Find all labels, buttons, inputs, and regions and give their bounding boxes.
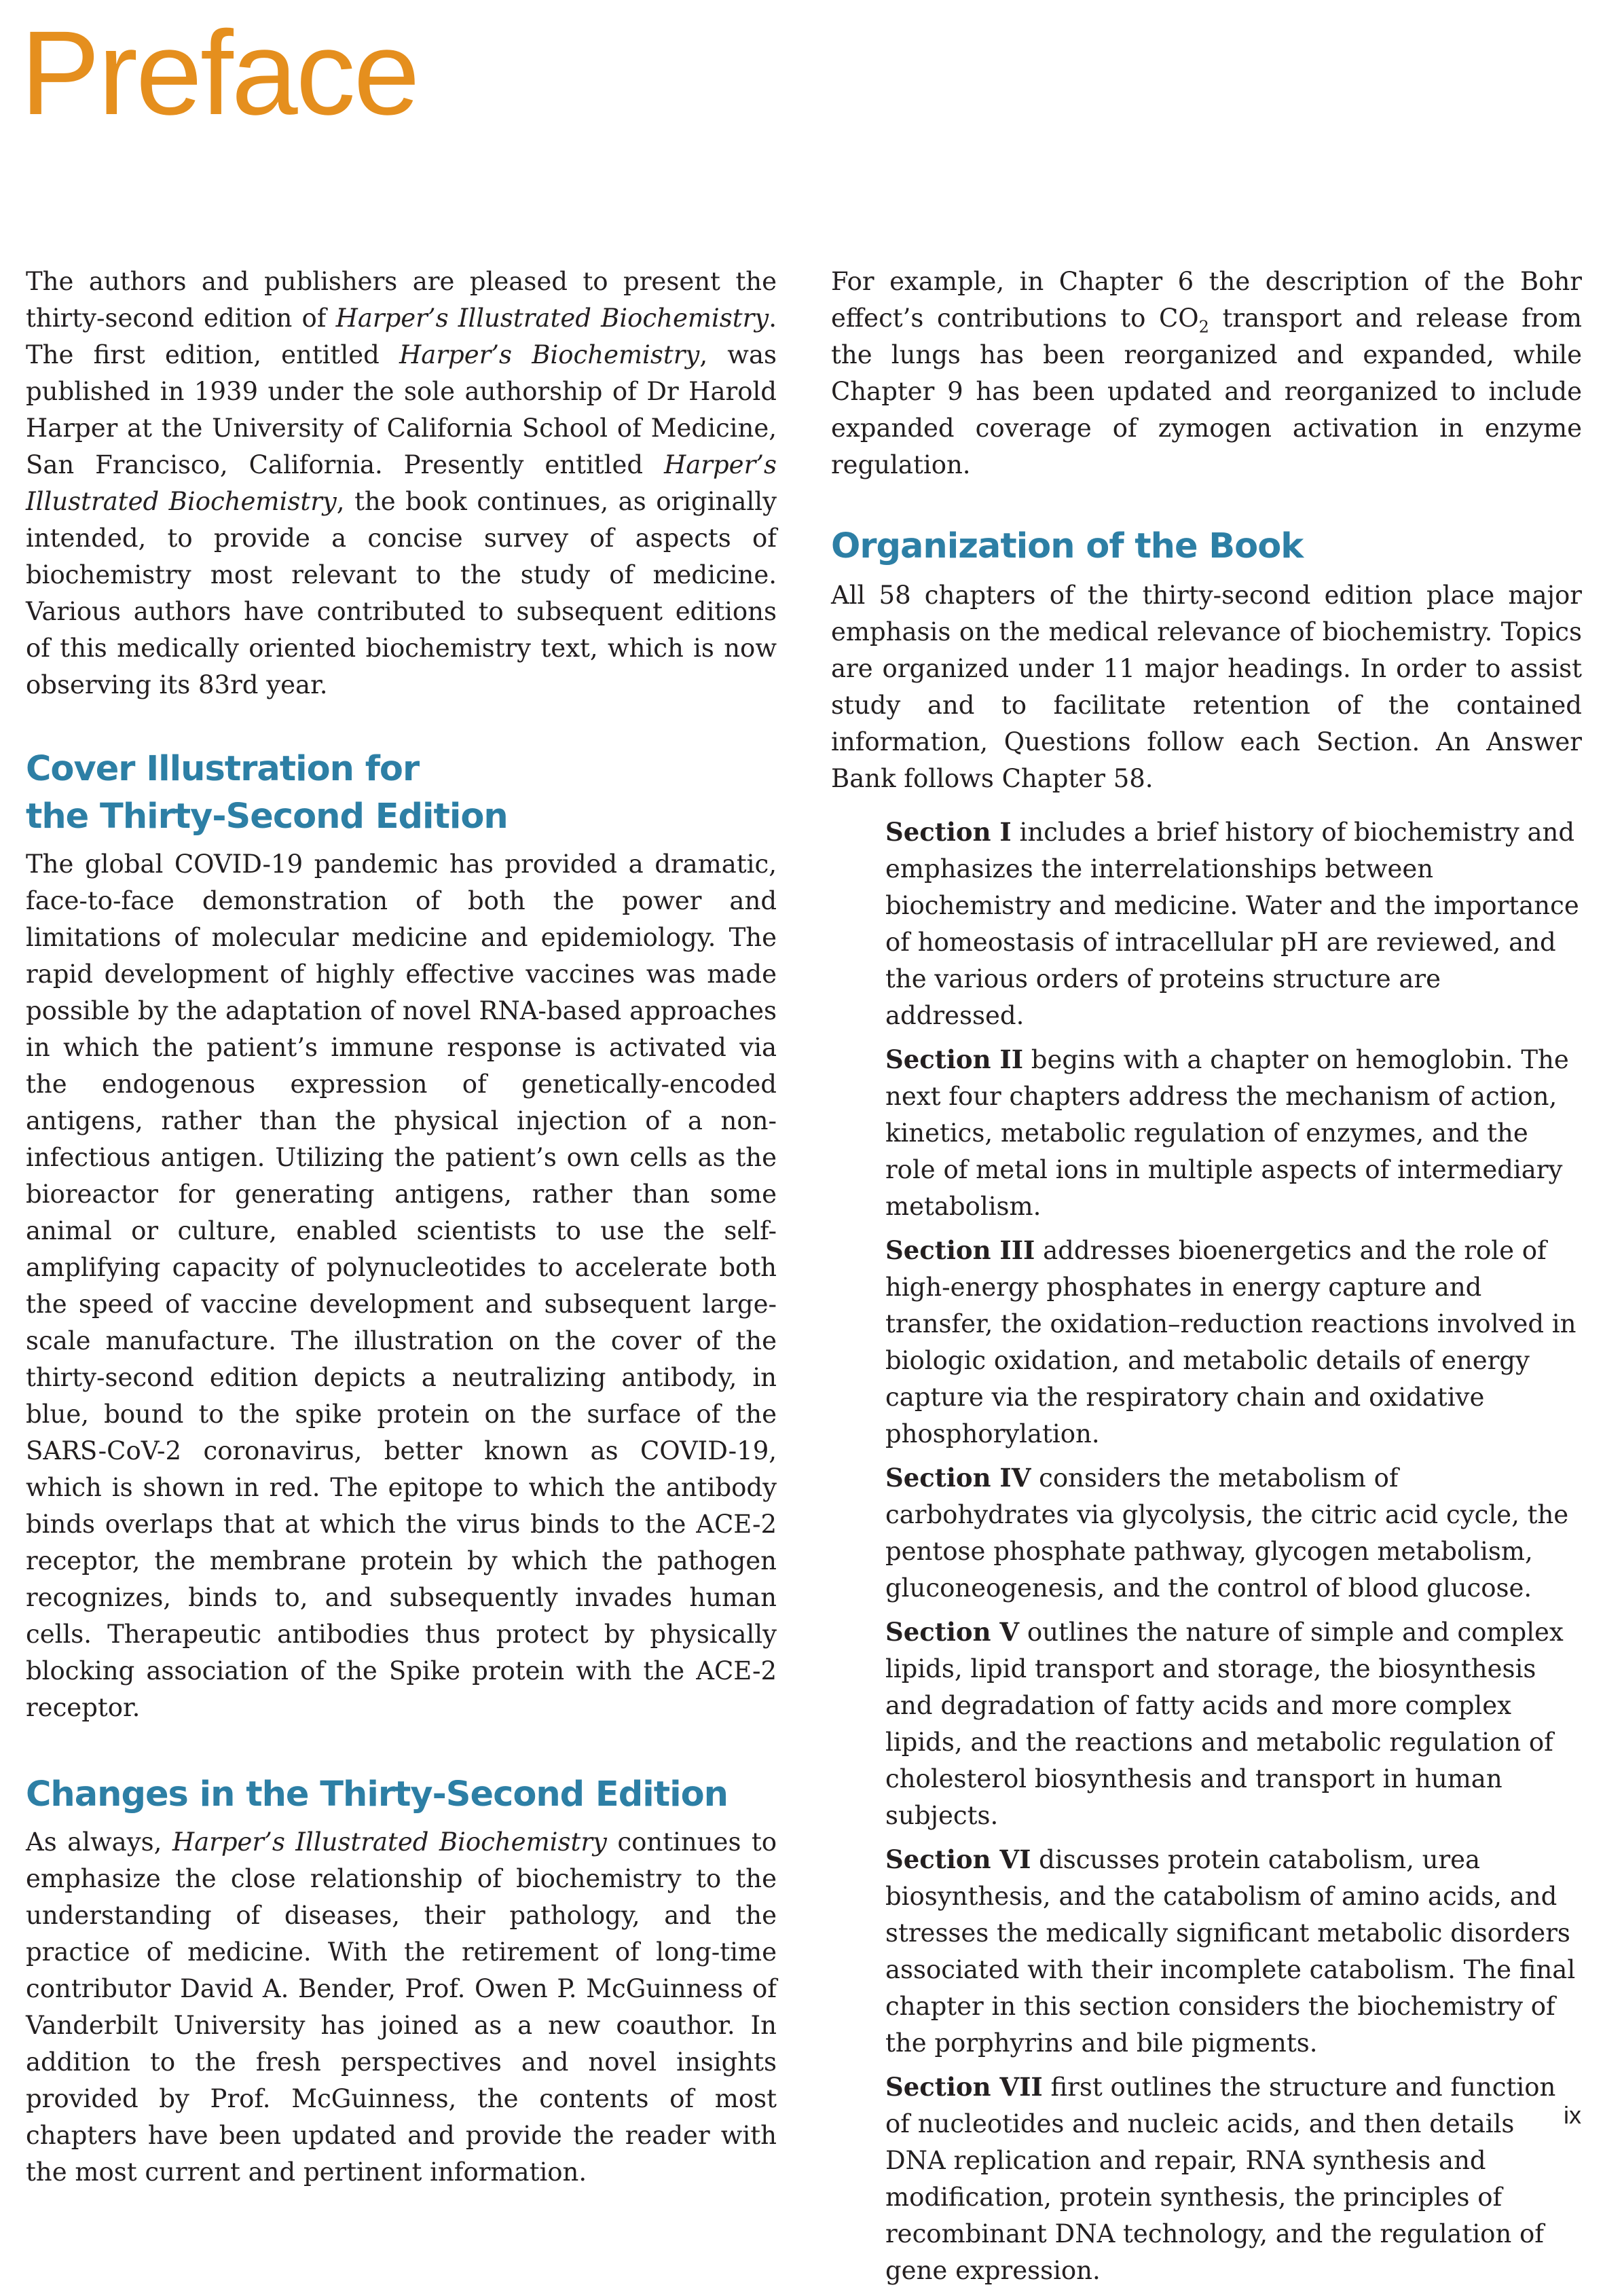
section-text: outlines the nature of simple and complex lipids, lipid transport and storage, the biosynthesis and degradation of fatty acids and more complex lipids, and the reactions and metabolic regulation of cholesterol biosynthesis and transport in human subjects. (885, 1618, 1564, 1830)
section-item (885, 1841, 1582, 2062)
section-item (885, 1614, 1582, 1834)
section-label: Section III (885, 1235, 1035, 1265)
section-text: addresses bioenergetics and the role of high-energy phosphates in energy capture and transfer, the oxidation–reduction reactions involved in biologic oxidation, and metabolic details of energy capture via the respiratory chain and oxidative phosphorylation. (885, 1236, 1577, 1448)
section-label: Section VII (885, 2072, 1043, 2102)
section-item (885, 1459, 1582, 1607)
left-column (26, 263, 777, 2191)
book-title: Harper’s Illustrated Biochemistry (335, 304, 769, 333)
intro-text-1: The authors and publishers are pleased to present the thirty-second edition of (26, 267, 777, 333)
intro-text-4: , the book continues, as originally intended, to provide a concise survey of aspects of biochemistry most relevant to the study of medicine. Various authors have contributed to subsequent editions of this medically oriented biochemistry text, which is now observing its 83rd year. (26, 487, 777, 699)
section-item (885, 1232, 1582, 1453)
changes-paragraph (26, 1824, 777, 2191)
page-number: ix (1564, 2101, 1581, 2129)
intro-text-2: . The first edition, entitled (26, 304, 777, 369)
section-list (831, 814, 1582, 2289)
section-item (885, 814, 1582, 1034)
cover-paragraph: The global COVID-19 pandemic has provided a dramatic, face-to-face demonstration of both the power and limitations of molecular medicine and epidemiology. The rapid development of highly effective vaccines was made possible by the adaptation of novel RNA-based approaches in which the patient’s immune response is activated via the endogenous expression of genetically-encoded antigens, rather than the physical injection of a non-infectious antigen. Utilizing the patient’s own cells as the bioreactor for generating antigens, rather than some animal or culture, enabled scientists to use the self-amplifying capacity of polynucleotides to accelerate both the speed of vaccine development and subsequent large-scale manufacture. The illustration on the cover of the thirty-second edition depicts a neutralizing antibody, in blue, bound to the spike protein on the surface of the SARS-CoV-2 coronavirus, better known as COVID-19, which is shown in red. The epitope to which the antibody binds overlaps that at which the virus binds to the ACE-2 receptor, the membrane protein by which the pathogen recognizes, binds to, and subsequently invades human cells. Therapeutic antibodies thus protect by physically blocking association of the Spike protein with the ACE-2 receptor. (26, 850, 777, 1722)
cover-heading-line-1: Cover Illustration for (26, 749, 420, 789)
cover-heading (26, 746, 777, 841)
section-item (885, 2069, 1582, 2289)
section-item (885, 1041, 1582, 1225)
section-label: Section VI (885, 1844, 1031, 1874)
section-text: considers the metabolism of carbohydrates via glycolysis, the citric acid cycle, the pentose phosphate pathway, glycogen metabolism, gluconeogenesis, and the control of blood glucose. (885, 1463, 1569, 1603)
subscript: 2 (1198, 317, 1209, 337)
section-text: first outlines the structure and function of nucleotides and nucleic acids, and then details DNA replication and repair, RNA synthesis and modification, protein synthesis, the principles of recombinant DNA technology, and the regulation of gene expression. (885, 2073, 1556, 2285)
organization-paragraph: All 58 chapters of the thirty-second edition place major emphasis on the medical relevance of biochemistry. Topics are organized under 11 major headings. In order to assist study and to facilitate retention of the contained information, Questions follow each Section. An Answer Bank follows Chapter 58. (831, 581, 1582, 793)
organization-heading: Organization of the Book (831, 526, 1304, 566)
section-label: Section II (885, 1044, 1024, 1074)
intro-text-3: , was published in 1939 under the sole authorship of Dr Harold Harper at the University of California School of Medicine, San Francisco, California. Presently entitled (26, 340, 777, 479)
page-title: Preface (20, 7, 418, 140)
book-title: Harper’s Illustrated Biochemistry (26, 450, 777, 516)
section-text: includes a brief history of biochemistry and emphasizes the interrelationships between biochemistry and medicine. Water and the importance of homeostasis of intracellular pH are reviewed, and the various orders of proteins structure are addressed. (885, 818, 1579, 1030)
book-title: Harper’s Biochemistry (399, 340, 700, 369)
intro-paragraph (26, 263, 777, 704)
changes-continued-paragraph (831, 263, 1582, 484)
right-column (831, 263, 1582, 2296)
book-title: Harper’s Illustrated Biochemistry (172, 1827, 607, 1857)
section-label: Section I (885, 817, 1012, 847)
changes-cont-text-2: transport and release from the lungs has been reorganized and expanded, while Chapter 9 has been updated and reorganized to include expanded coverage of zymogen activation in enzyme regulation. (831, 304, 1582, 479)
section-label: Section IV (885, 1463, 1031, 1493)
changes-text-1: As always, (26, 1827, 172, 1857)
changes-text-2: continues to emphasize the close relationship of biochemistry to the understanding of diseases, their pathology, and the practice of medicine. With the retirement of long-time contributor David A. Bender, Prof. Owen P. McGuinness of Vanderbilt University has joined as a new coauthor. In addition to the fresh perspectives and novel insights provided by Prof. McGuinness, the contents of most chapters have been updated and provide the reader with the most current and pertinent information. (26, 1827, 777, 2187)
cover-heading-line-2: the Thirty-Second Edition (26, 797, 508, 837)
section-text: begins with a chapter on hemoglobin. The next four chapters address the mechanism of action, kinetics, metabolic regulation of enzymes, and the role of metal ions in multiple aspects of intermediary metabolism. (885, 1045, 1569, 1221)
section-label: Section V (885, 1617, 1020, 1647)
changes-heading: Changes in the Thirty-Second Edition (26, 1774, 728, 1815)
section-text: discusses protein catabolism, urea biosynthesis, and the catabolism of amino acids, and stresses the medically significant metabolic disorders associated with their incomplete catabolism. The final chapter in this section considers the biochemistry of the porphyrins and bile pigments. (885, 1845, 1576, 2058)
changes-cont-text-1: For example, in Chapter 6 the description of the Bohr effect’s contributions to CO (831, 267, 1582, 333)
